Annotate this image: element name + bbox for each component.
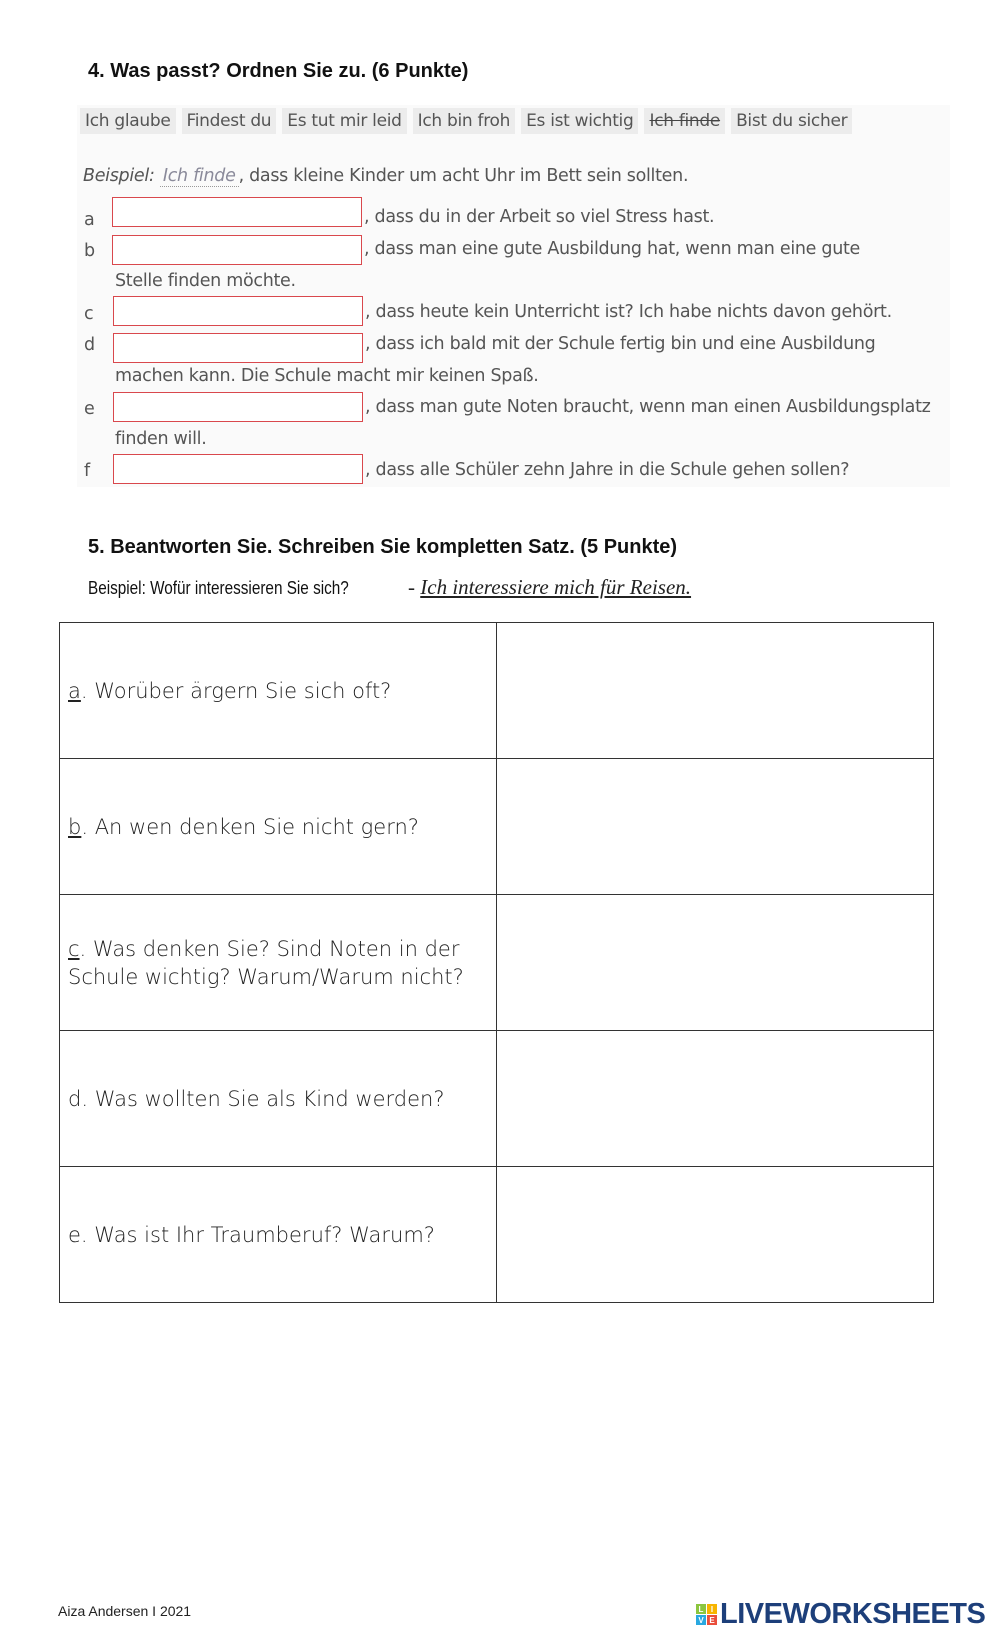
- table-row: [60, 1031, 934, 1167]
- word-bank-item-used: Ich finde: [644, 108, 725, 134]
- qa-table: [59, 622, 934, 1303]
- task5-example-answer-wrap: [408, 575, 691, 600]
- word-bank-item: Bist du sicher: [731, 108, 852, 134]
- question-cell: [60, 623, 497, 759]
- question-cell: [60, 759, 497, 895]
- logo-block: V: [696, 1615, 706, 1625]
- answer-input-d[interactable]: [113, 333, 363, 363]
- item-text: , dass heute kein Unterricht ist? Ich habe nichts davon gehört.: [365, 302, 892, 322]
- task5-example-answer: Ich interessiere mich für Reisen.: [420, 575, 692, 599]
- word-bank-item: Es tut mir leid: [282, 108, 406, 134]
- question-letter: c: [68, 936, 80, 961]
- answer-cell-d[interactable]: [497, 1031, 934, 1167]
- answer-input-e[interactable]: [113, 392, 363, 422]
- item-letter: d: [84, 335, 96, 355]
- example-dash: -: [408, 575, 421, 599]
- answer-input-c[interactable]: [113, 296, 363, 326]
- question-letter: d: [68, 1086, 82, 1111]
- example-label: Beispiel:: [83, 166, 155, 186]
- table-row: [60, 623, 934, 759]
- item-text-continued: machen kann. Die Schule macht mir keinen Spaß.: [115, 366, 539, 386]
- item-text: , dass man eine gute Ausbildung hat, wenn man eine gute: [364, 239, 861, 259]
- item-text: , dass ich bald mit der Schule fertig bin und eine Ausbildung: [365, 334, 876, 354]
- item-text: , dass du in der Arbeit so viel Stress hast.: [364, 207, 715, 227]
- task4-title: 4. Was passt? Ordnen Sie zu. (6 Punkte): [88, 60, 469, 82]
- task4-example: [83, 166, 688, 186]
- task5-title: 5. Beantworten Sie. Schreiben Sie kompletten Satz. (5 Punkte): [88, 536, 678, 558]
- question-text: . Was ist Ihr Traumberuf? Warum?: [80, 1222, 435, 1247]
- question-text: . Was wollten Sie als Kind werden?: [81, 1086, 445, 1111]
- question-cell: [60, 1031, 497, 1167]
- answer-cell-e[interactable]: [497, 1167, 934, 1303]
- logo-text: LIVEWORKSHEETS: [720, 1598, 986, 1630]
- word-bank-item: Ich bin froh: [413, 108, 515, 134]
- question-cell: [60, 895, 497, 1031]
- example-answer: Ich finde: [160, 166, 239, 187]
- logo-block: L: [696, 1604, 706, 1614]
- answer-input-a[interactable]: [112, 197, 362, 227]
- table-row: [60, 759, 934, 895]
- liveworksheets-logo: [696, 1598, 985, 1631]
- word-bank-item: Es ist wichtig: [521, 108, 638, 134]
- question-letter: e: [68, 1222, 81, 1247]
- item-text-continued: finden will.: [115, 429, 207, 449]
- item-letter: c: [84, 304, 94, 324]
- example-sentence: , dass kleine Kinder um acht Uhr im Bett sein sollten.: [238, 166, 689, 186]
- table-row: [60, 1167, 934, 1303]
- task5-example-question: Beispiel: Wofür interessieren Sie sich?: [88, 578, 349, 598]
- answer-cell-c[interactable]: [497, 895, 934, 1031]
- answer-cell-b[interactable]: [497, 759, 934, 895]
- item-text-continued: Stelle finden möchte.: [115, 271, 296, 291]
- question-text: . Worüber ärgern Sie sich oft?: [80, 678, 392, 703]
- question-cell: [60, 1167, 497, 1303]
- word-bank-item: Ich glaube: [80, 108, 176, 134]
- word-bank: [80, 108, 852, 134]
- question-text: . An wen denken Sie nicht gern?: [81, 814, 419, 839]
- item-text: , dass man gute Noten braucht, wenn man einen Ausbildungsplatz: [365, 397, 931, 417]
- question-text: . Was denken Sie? Sind Noten in der Schule wichtig? Warum/Warum nicht?: [68, 936, 464, 989]
- live-blocks-icon: [696, 1604, 717, 1625]
- logo-block: I: [707, 1604, 717, 1614]
- answer-cell-a[interactable]: [497, 623, 934, 759]
- item-letter: e: [84, 399, 95, 419]
- item-letter: a: [84, 210, 95, 230]
- question-letter: b: [68, 814, 82, 839]
- item-text: , dass alle Schüler zehn Jahre in die Schule gehen sollen?: [365, 460, 850, 480]
- author-credit: Aiza Andersen I 2021: [58, 1603, 192, 1619]
- table-row: [60, 895, 934, 1031]
- item-letter: b: [84, 241, 96, 261]
- logo-block: E: [707, 1615, 717, 1625]
- word-bank-item: Findest du: [182, 108, 277, 134]
- answer-input-b[interactable]: [112, 235, 362, 265]
- question-letter: a: [68, 678, 81, 703]
- item-letter: f: [84, 461, 91, 481]
- answer-input-f[interactable]: [113, 454, 363, 484]
